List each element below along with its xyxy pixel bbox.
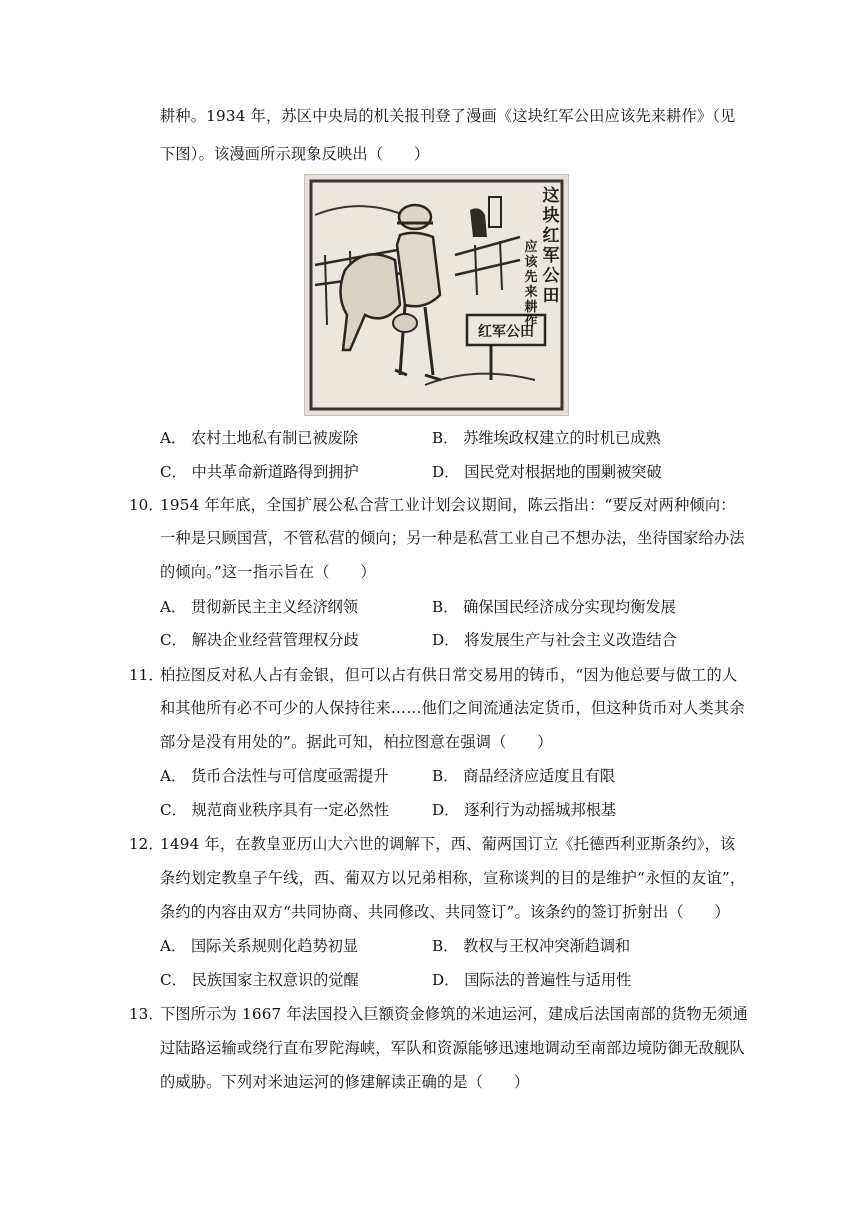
cartoon-sign-text: 红军公田 [478,324,534,340]
q10-option-c[interactable]: C． 解决企业经营管理权分歧 [160,631,359,649]
q13-line-2: 过陆路运输或绕行直布罗陀海峡，军队和资源能够迅速地调动至南部边境防御无敌舰队 [160,1039,745,1057]
q9-line-2: 下图）。该漫画所示现象反映出（ ） [160,145,430,163]
q9-option-d[interactable]: D． 国民党对根据地的围剿被突破 [432,463,662,481]
q10-option-b[interactable]: B． 确保国民经济成分实现均衡发展 [432,598,676,616]
q10-line-3: 的倾向。”这一指示旨在（ ） [160,563,376,581]
q11-line-3: 部分是没有用处的”。据此可知，柏拉图意在强调（ ） [160,733,553,751]
q12-option-a[interactable]: A． 国际关系规则化趋势初显 [160,937,359,955]
q9-option-a[interactable]: A． 农村土地私有制已被废除 [160,429,359,447]
q9-line-1: 耕种。1934 年，苏区中央局的机关报刊登了漫画《这块红军公田应该先来耕作》（见 [160,107,736,125]
q13-number: 13． [129,1005,164,1023]
q10-line-1: 1954 年年底，全国扩展公私合营工业计划会议期间，陈云指出：“要反对两种倾向： [160,496,736,514]
q12-option-c[interactable]: C． 民族国家主权意识的觉醒 [160,971,359,989]
q11-line-2: 和其他所有必不可少的人保持往来……他们之间流通法定货币，但这种货币对人类其余 [160,699,745,717]
q12-option-b[interactable]: B． 教权与王权冲突渐趋调和 [432,937,631,955]
svg-text:这块红军公田应该先来耕作: 这块红军公田应该先来耕作 [524,186,560,330]
q12-option-d[interactable]: D． 国际法的普遍性与适用性 [432,971,632,989]
q10-option-a[interactable]: A． 贯彻新民主主义经济纲领 [160,598,359,616]
q12-line-3: 条约的内容由双方“共同协商、共同修改、共同签订”。该条约的签订折射出（ ） [160,903,730,921]
q9-option-c[interactable]: C． 中共革命新道路得到拥护 [160,463,359,481]
q13-line-1: 下图所示为 1667 年法国投入巨额资金修筑的米迪运河，建成后法国南部的货物无须通 [160,1005,749,1023]
q9-option-b[interactable]: B． 苏维埃政权建立的时机已成熟 [432,429,661,447]
q10-line-2: 一种是只顾国营，不管私营的倾向；另一种是私营工业自己不想办法，坐待国家给办法 [160,529,745,547]
cartoon-image [304,174,569,416]
q10-option-d[interactable]: D． 将发展生产与社会主义改造结合 [432,631,677,649]
q11-number: 11． [129,666,164,684]
q12-line-1: 1494 年，在教皇亚历山大六世的调解下，西、葡两国订立《托德西利亚斯条约》，该 [160,835,736,853]
q11-line-1: 柏拉图反对私人占有金银，但可以占有供日常交易用的铸币，“因为他总要与做工的人 [160,666,738,684]
q11-option-b[interactable]: B． 商品经济应适度且有限 [432,767,616,785]
q13-line-3: 的威胁。下列对米迪运河的修建解读正确的是（ ） [160,1073,530,1091]
q11-option-c[interactable]: C． 规范商业秩序具有一定必然性 [160,801,390,819]
q11-option-d[interactable]: D． 逐利行为动摇城邦根基 [432,801,617,819]
q12-number: 12． [129,835,164,853]
q12-line-2: 条约划定教皇子午线，西、葡双方以兄弟相称，宣称谈判的目的是维护“永恒的友谊”， [160,869,746,887]
q11-option-a[interactable]: A． 货币合法性与可信度亟需提升 [160,767,389,785]
q10-number: 10． [129,496,164,514]
